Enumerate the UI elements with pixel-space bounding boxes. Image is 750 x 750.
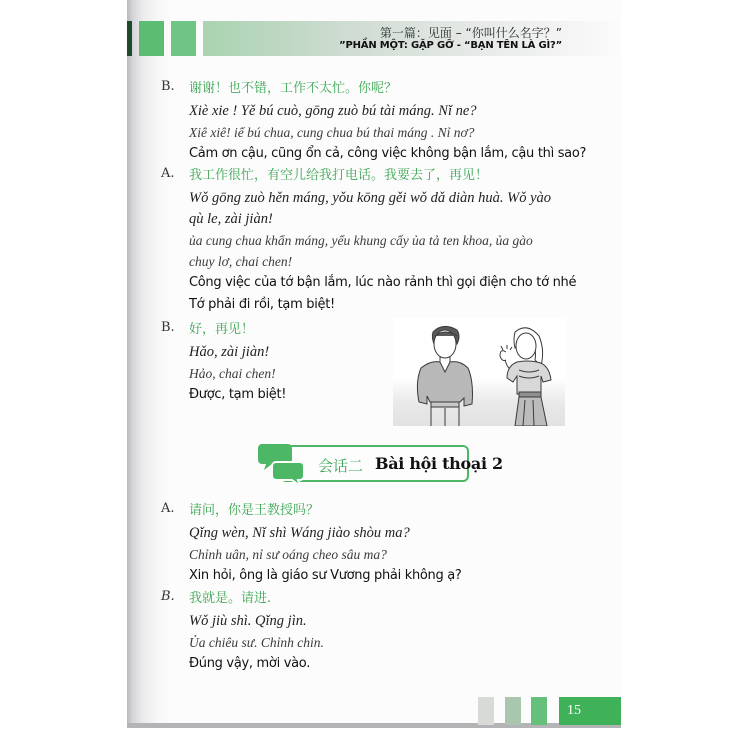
phonetic-text: ủa cung chua khẩn máng, yểu khung cấy ủa tả ten khoa, ủa gào (189, 233, 533, 248)
chinese-text: 谢谢！也不错，工作不太忙。你呢？ (189, 81, 398, 96)
chinese-text: 我工作很忙，有空儿给我打电话。我要去了，再见！ (189, 168, 489, 183)
chapter-title-chinese: 第一篇：见面 – “你叫什么名字？” (379, 26, 562, 40)
pinyin-text: qù le, zài jiàn! (189, 211, 273, 227)
section-title-conversation-2 (258, 442, 503, 486)
chapter-title-vietnamese: ”PHẦN MỘT: GẶP GỠ - “BẠN TÊN LÀ GÌ?” (339, 40, 562, 51)
header-dark-strip (127, 21, 132, 56)
pinyin-text: Hǎo, zài jiàn! (189, 344, 270, 360)
dialogue2-line-b (161, 589, 601, 675)
vietnamese-translation: Tớ phải đi rồi, tạm biệt! (189, 297, 335, 312)
phonetic-text: Hảo, chai chen! (189, 366, 276, 381)
dialogue-line-b1 (161, 79, 601, 165)
vietnamese-translation: Xin hỏi, ông là giáo sư Vương phải không ạ? (189, 568, 462, 583)
speech-bubbles-icon (258, 442, 306, 486)
phonetic-text: Ủa chiêu sư. Chỉnh chin. (189, 635, 324, 650)
chinese-text: 我就是。请进. (189, 591, 272, 606)
phonetic-text: Xiê xiê! iể bú chua, cung chua bú thai máng . Nỉ nơ? (189, 125, 475, 140)
footer-square (478, 697, 494, 725)
speaker-label: B. (161, 589, 175, 604)
speaker-label: B. (161, 320, 175, 335)
footer-square (505, 697, 521, 725)
man-and-woman-illustration (393, 318, 565, 426)
phonetic-text: Chỉnh uân, nỉ sư oáng cheo sâu ma? (189, 547, 387, 562)
dialogue-line-b2 (161, 320, 391, 406)
dialogue-line-a1 (161, 166, 601, 316)
pinyin-text: Wǒ gōng zuò hěn máng, yǒu kōng gěi wǒ dǎ diàn huà. Wǒ yào (189, 190, 552, 206)
illustration (393, 318, 565, 426)
speaker-label: B. (161, 79, 175, 94)
section-title-vietnamese: Bài hội thoại 2 (375, 454, 503, 473)
pinyin-text: Wǒ jiù shì. Qǐng jìn. (189, 613, 307, 629)
pinyin-text: Qǐng wèn, Nǐ shì Wáng jiào shòu ma? (189, 525, 410, 541)
pinyin-text: Xiè xie ! Yě bú cuò, gōng zuò bú tài máng. Nǐ ne? (189, 103, 477, 119)
chinese-text: 请问，你是王教授吗？ (189, 503, 320, 518)
speaker-label: A. (161, 166, 175, 181)
vietnamese-translation: Được, tạm biệt! (189, 387, 287, 402)
footer-square (531, 697, 547, 725)
phonetic-text: chuy lơ, chai chen! (189, 254, 293, 269)
header-green-square (139, 21, 164, 56)
vietnamese-translation: Công việc của tớ bận lắm, lúc nào rảnh thì gọi điện cho tớ nhé (189, 275, 577, 290)
section-title-chinese: 会话二 (318, 457, 364, 475)
dialogue2-line-a (161, 501, 601, 587)
vietnamese-translation: Đúng vậy, mời vào. (189, 656, 311, 671)
page-number: 15 (559, 697, 621, 725)
vietnamese-translation: Cảm ơn cậu, cũng ổn cả, công việc không bận lắm, cậu thì sao? (189, 146, 587, 161)
chinese-text: 好，再见！ (189, 322, 255, 337)
header-green-square (171, 21, 196, 56)
speaker-label: A. (161, 501, 175, 516)
